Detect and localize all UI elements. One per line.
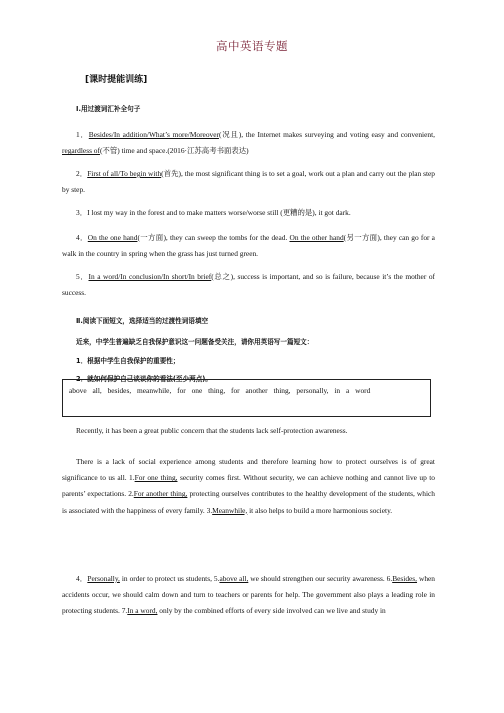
sentence-text: , it got dark. [314,208,351,217]
question-number: 4． [76,233,88,242]
section-label: [课时提能训练] [85,75,148,85]
answer-blank: On the one hand [87,233,138,242]
passage-paragraph-1: Recently, it has been a great public concern that the students lack self-protection awareness. [76,426,348,435]
hint: (更糟的是) [280,208,315,217]
answer-blank: regardless of [62,146,100,156]
passage-text: There is a lack of social experience among students and therefore learning how to protect ourselves is of great significance to us all. 1. [62,457,435,483]
question-3 [62,205,435,221]
prompt-point-2: 2．就如何保护自己谈谈你的看法(至少两点)。 [76,375,212,383]
hint: (不管) [99,146,120,156]
filled-blank-5: above all, [219,574,249,583]
question-number: 1． [76,130,89,139]
filled-blank-4: Personally, [87,574,120,583]
word-bank-box: above all, besides, meanwhile, for one thing, for another thing, personally, in a word [62,379,431,417]
filled-blank-3: Meanwhile, [212,505,248,515]
sentence-text: , they can go for a walk in the country in spring when the grass has just turned green. [62,233,435,259]
part1-heading: Ⅰ.用过渡词汇补全句子 [76,105,141,113]
passage-text: it also helps to build a more harmonious society. [247,505,393,515]
sentence-text: , success is important, and so is failure, because it’s the mother of success. [62,272,436,298]
filled-blank-1: For one thing, [134,473,178,483]
sentence-text: I lost my way in the forest and to make matters worse/worse still [87,208,281,217]
writing-prompt: 近来，中学生普遍缺乏自我保护意识这一问题备受关注，请你用英语写一篇短文： [76,338,314,346]
passage-paragraph-2 [62,454,435,519]
question-4 [62,230,435,262]
filled-blank-2: For another thing, [133,489,188,499]
passage-text: in order to protect us students, 5. [119,574,220,583]
source-note: (2016·江苏高考书面表达) [167,146,249,156]
sentence-text: , the Internet makes surveying and voting easy and convenient, [241,130,435,139]
passage-text: we should strengthen our security awareness. 6. [248,574,393,583]
question-2 [62,166,435,198]
question-5 [62,269,435,301]
question-1 [62,127,435,159]
filled-blank-6: Besides, [392,574,418,583]
part2-heading: Ⅱ.阅读下面短文，选择适当的过渡性词语填空 [76,317,209,325]
sentence-text: , the most significant thing is to set a goal, work out a plan and carry out the plan step by step. [62,169,435,195]
question-number: 3． [76,208,88,217]
hint: (一方面) [137,233,166,242]
passage-text: security comes first. Without security, we can achieve nothing and cannot live up to parents’ expectations. 2. [62,473,435,499]
hint: (首先) [161,169,182,178]
hint: (况且) [218,130,242,139]
prompt-point-1: 1．根据中学生自我保护的重要性； [76,357,180,365]
filled-blank-7: In a word, [127,606,158,616]
hint: (另一方面) [343,233,380,242]
answer-blank: In a word/In conclusion/In short/In brief [88,272,212,281]
passage-text: only by the combined efforts of every side involved can we live and study in [157,606,386,616]
passage-text: 4． [76,574,88,583]
sentence-text: time and space. [119,146,168,156]
answer-blank: Besides/In addition/What’s more/Moreover [88,130,219,139]
document-title: 高中英语专题 [216,39,288,53]
passage-text: when accidents occur, we should calm down and turn to teachers or parents for help. The government also plays a leading role in protecting students. 7. [62,574,436,616]
passage-text: protecting ourselves contributes to the healthy development of the students, which is associated with the happiness of every family. 3. [62,489,435,515]
passage-paragraph-3 [62,571,435,620]
question-number: 5． [76,272,89,281]
sentence-text: , they can sweep the tombs for the dead. [165,233,290,242]
answer-blank: On the other hand [289,233,344,242]
answer-blank: First of all/To begin with [87,169,162,178]
hint: (总之) [211,272,234,281]
question-number: 2． [76,169,88,178]
